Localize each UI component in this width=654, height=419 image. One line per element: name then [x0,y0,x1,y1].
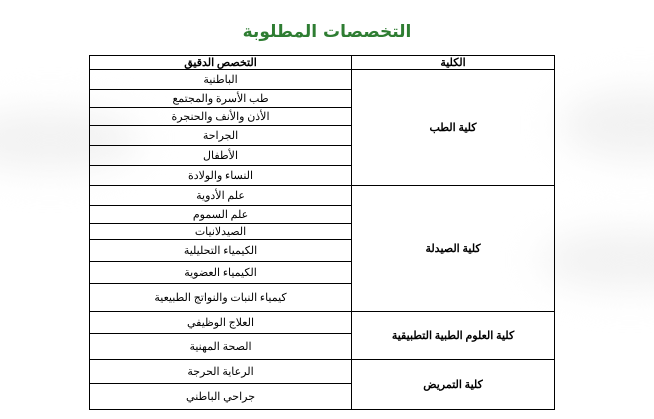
header-row [90,56,555,70]
specialty-cell: كيمياء النبات والنواتج الطبيعية [90,284,352,312]
specialty-cell: الرعاية الحرجة [90,360,352,384]
college-cell-nursing: كلية التمريض [352,360,555,410]
specialty-cell: الصحة المهنية [90,334,352,360]
specialty-cell: الكيمياء التحليلية [90,240,352,262]
specialty-cell: النساء والولادة [90,166,352,186]
specialty-cell: الأطفال [90,146,352,166]
specialties-table [89,55,555,410]
specialty-cell: الباطنية [90,70,352,90]
specialty-cell: طب الأسرة والمجتمع [90,90,352,108]
specialty-header: التخصص الدقيق [90,56,352,70]
specialty-cell: الأذن والأنف والحنجرة [90,108,352,126]
table-row [90,186,555,206]
college-cell-pharmacy: كلية الصيدلة [352,186,555,312]
table-row [90,312,555,334]
specialty-cell: جراحي الباطني [90,384,352,410]
background-blob [560,90,654,160]
college-cell-applied-sciences: كلية العلوم الطبية التطبيقية [352,312,555,360]
table-row [90,360,555,384]
specialty-cell: الجراحة [90,126,352,146]
specialty-cell: علم السموم [90,206,352,224]
table-row [90,70,555,90]
specialty-cell: العلاج الوظيفي [90,312,352,334]
college-header: الكلية [352,56,555,70]
page-title: التخصصات المطلوبة [242,22,412,42]
specialty-cell: الصيدلانيات [90,224,352,240]
specialty-cell: علم الأدوية [90,186,352,206]
college-cell-medicine: كلية الطب [352,70,555,186]
specialty-cell: الكيمياء العضوية [90,262,352,284]
background-blob [540,230,654,290]
